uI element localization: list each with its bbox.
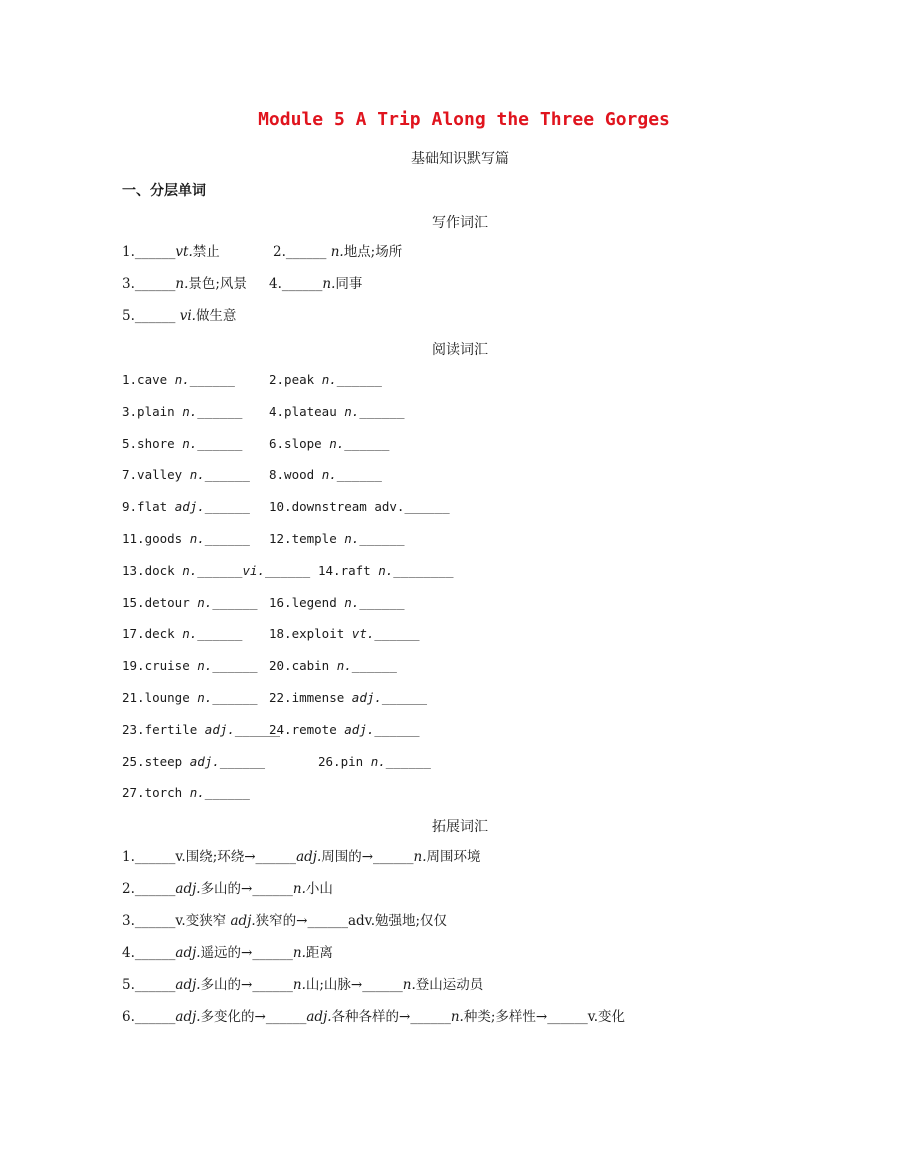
reading-item-20: 20.cabin n.______ [269,658,397,674]
expand-item-4: 4.______adj.遥远的→______n.距离 [122,944,333,961]
reading-item-26: 26.pin n.______ [318,753,431,769]
reading-item-11: 11.goods n.______ [122,531,250,546]
reading-item-1: 1.cave n.______ [122,372,235,387]
reading-vocab-heading: 阅读词汇 [432,342,488,358]
document-title: Module 5 A Trip Along the Three Gorges [258,109,670,130]
reading-item-12: 12.temple n.______ [269,531,405,546]
reading-item-21: 21.lounge n.______ [122,690,258,705]
expand-item-2: 2.______adj.多山的→______n.小山 [122,880,333,897]
expand-item-5: 5.______adj.多山的→______n.山;山脉→______n.登山运动员 [122,976,484,993]
section-heading: 一、分层单词 [122,183,206,199]
reading-item-17: 17.deck n.______ [122,626,243,642]
writing-item-3: 3.______n.景色;风景 [122,276,247,292]
reading-item-18: 18.exploit vt.______ [269,626,420,642]
reading-item-14: 14.raft n.________ [318,562,454,578]
reading-item-22: 22.immense adj.______ [269,690,428,705]
reading-item-23: 23.fertile adj.______ [122,721,281,737]
reading-item-15: 15.detour n.______ [122,594,258,610]
reading-item-8: 8.wood n.______ [269,467,382,483]
expand-vocab-heading: 拓展词汇 [432,819,488,835]
reading-item-19: 19.cruise n.______ [122,658,258,674]
reading-item-27: 27.torch n.______ [122,785,250,801]
expand-item-1: 1.______v.围绕;环绕→______adj.周围的→______n.周围环境 [122,849,481,865]
reading-item-2: 2.peak n.______ [269,372,382,387]
expand-item-3: 3.______v.变狭窄 adj.狭窄的→______adv.勉强地;仅仅 [122,912,448,929]
reading-item-24: 24.remote adj.______ [269,721,420,737]
writing-item-4: 4.______n.同事 [269,276,363,292]
writing-vocab-heading: 写作词汇 [432,215,488,231]
writing-item-5: 5.______ vi.做生意 [122,308,237,324]
reading-item-7: 7.valley n.______ [122,467,250,483]
writing-item-1: 1.______vt.禁止 [122,244,220,260]
reading-item-13: 13.dock n.______vi.______ [122,562,311,578]
reading-item-16: 16.legend n.______ [269,594,405,610]
reading-item-25: 25.steep adj.______ [122,753,265,769]
reading-item-3: 3.plain n.______ [122,403,243,419]
writing-item-2: 2.______ n.地点;场所 [273,244,403,260]
reading-item-5: 5.shore n.______ [122,435,243,451]
reading-item-10: 10.downstream adv.______ [269,499,450,515]
reading-item-4: 4.plateau n.______ [269,403,405,419]
document-subtitle: 基础知识默写篇 [411,151,509,167]
reading-item-9: 9.flat adj.______ [122,499,250,515]
reading-item-6: 6.slope n.______ [269,435,390,451]
expand-item-6: 6.______adj.多变化的→______adj.各种各样的→______n.种类;多样性→______v.变化 [122,1008,626,1025]
